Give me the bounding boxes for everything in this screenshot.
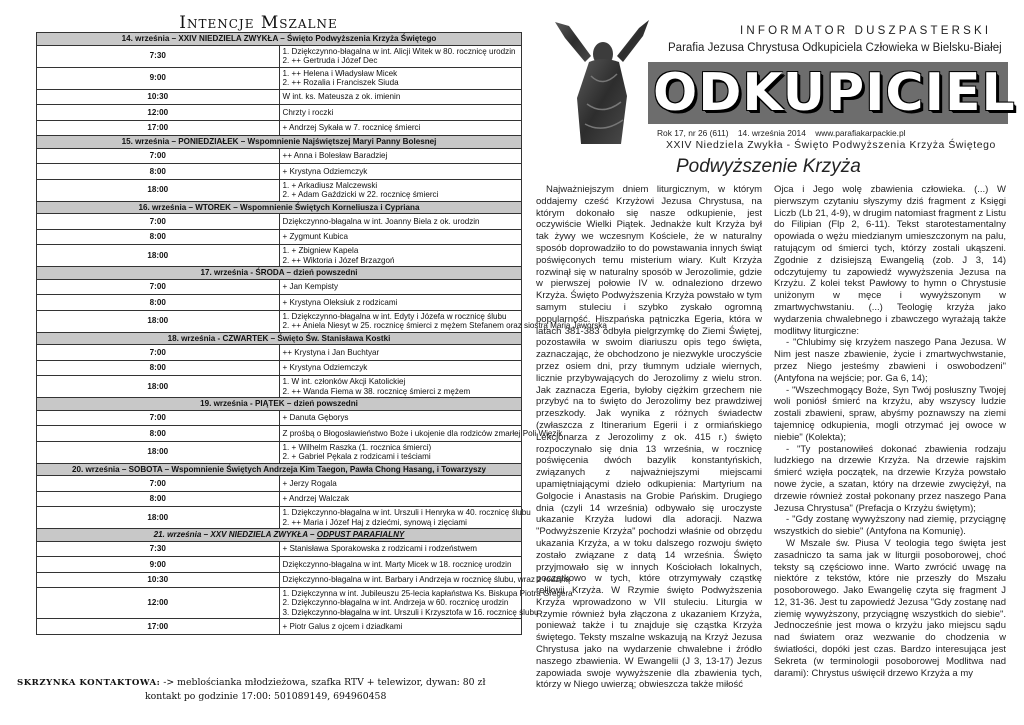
mass-intention bbox=[279, 89, 522, 105]
mass-row bbox=[37, 376, 522, 398]
issue-date: 14. września 2014 bbox=[737, 128, 806, 138]
intention-line: + Krystyna Odziemczyk bbox=[282, 166, 368, 176]
mass-time: 7:30 bbox=[37, 541, 280, 557]
mass-time: 18:00 bbox=[37, 376, 280, 398]
mass-intention bbox=[279, 229, 522, 245]
mass-intention bbox=[279, 45, 522, 67]
intention-line: + Krystyna Oleksiuk z rodzicami bbox=[282, 297, 398, 307]
mass-row bbox=[37, 120, 522, 136]
day-header bbox=[37, 463, 522, 476]
mass-time: 8:00 bbox=[37, 360, 280, 376]
intention-line: + Danuta Gęborys bbox=[282, 413, 349, 423]
mass-time: 12:00 bbox=[37, 105, 280, 121]
day-header-text: 21. września – XXV NIEDZIELA ZWYKŁA – bbox=[153, 530, 317, 540]
mass-row bbox=[37, 572, 522, 588]
mass-time: 7:00 bbox=[37, 476, 280, 492]
day-header bbox=[37, 529, 522, 542]
mass-intention bbox=[279, 572, 570, 588]
mass-time: 17:00 bbox=[37, 619, 280, 635]
intention-line: + Stanisława Sporakowska z rodzicami i rodzeństwem bbox=[282, 544, 478, 554]
intention-line: 2. ++ Maria i Józef Haj z dziećmi, synową i zięciami bbox=[282, 517, 467, 527]
contact-line-2: kontakt po godzinie 17:00: 501089149, 694960458 bbox=[145, 691, 387, 702]
mass-time: 7:00 bbox=[37, 410, 280, 426]
article-paragraph: Najważniejszym dniem liturgicznym, w którym oddajemy cześć Krzyżowi Jezusa Chrystusa, na którym dokonało się nasze odkupienie, jest oczywiście Wielki Piątek. Jednakże kult Krzyża był tak żywy we wczesnym Kościele, że w naturalny sposób doprowadziło to do powstawania innych świąt poświęconych temu misterium wiary. Kult Krzyża rozwinął się w naturalny sposób w Jerozolimie, gdzie w pierwszej połowie IV w. odnaleziono drzewo Krzyża. Święto Podwyższenia Krzyża powstało w tym samym stuleciu i szybko zyskało ogromną popularność. Hiszpańska pątniczka Egeria, która w latach 381-383 odbyła pielgrzymkę do Ziemi Świętej, pozostawiła w swoim diariuszu opis tego święta, zaznaczając, że obchodzono je niezwykle uroczyście przez osiem dni, przy tłumnym udziale wiernych, licznie przybywających do Jerozolimy z wielu stron. Jak zaznacza Egeria, byłoby ciężkim grzechem nie przybyć na to święto do Jerozolimy bez prawdziwej przeszkody. Jak wynika z różnych świadectw (zwłaszcza z Itinerarium Egerii i z ormiańskiego Lekcjonarza z Jerozolimy z ok. 415 r.) święto rozpoczynało się dnia 13 września, w rocznicę poświęcenia dwóch bazylik konstantyńskich, związanych z najważniejszymi miejscami upamiętniającymi dzieło odkupienia: Martyrium na Golgocie i Anastasis na Grobie Pańskim. Drugiego dnia (czyli 14 września) odbywało się uroczyste ukazanie Krzyża ludowi dla adoracji. Nazwa "Podwyższenie Krzyża" pochodzi właśnie od obrzędu ukazania Krzyża, a w toku dalszego rozwoju święto zostało związane z datą 14 września. Święto przyjmowało się w innych Kościołach lokalnych, początkowo w tych, które otrzymywały cząstkę relikwii Krzyża. W Rzymie święto Podwyższenia Krzyża wprowadzono w VII stuleciu. Liturgia w Rzymie również była złączona z ukazaniem Krzyża, ponieważ także i tu znajduje się cząstka Krzyża świętego. Teksty mszalne wskazują na Krzyż Jezusa Chrystusa jako na wydarzenie chwalebne i źródło naszego zbawienia. W Ewangelii (J 3, 13-17) Jezus zapowiada swoje wywyższenie dla zbawienia tych, którzy w Niego uwierzą; obwieszcza także miłość bbox=[536, 184, 762, 691]
mass-row bbox=[37, 279, 522, 295]
intention-line: 2. ++ Aniela Niesyt w 25. rocznicę śmierci z mężem Stefanem oraz siostrą Marią Jaworską bbox=[282, 321, 607, 330]
day-header-text: 15. września – PONIEDZIAŁEK – Wspomnienie Najświętszej Maryi Panny Bolesnej bbox=[121, 137, 437, 147]
article-title: Podwyższenie Krzyża bbox=[676, 156, 861, 177]
day-header-row bbox=[37, 201, 522, 214]
mass-row bbox=[37, 310, 522, 332]
mass-intention bbox=[279, 557, 522, 573]
intention-line: 2. ++ Wanda Fiema w 38. rocznicę śmierci z mężem bbox=[282, 386, 471, 396]
mass-row bbox=[37, 588, 522, 619]
mass-time: 9:00 bbox=[37, 557, 280, 573]
mass-row bbox=[37, 476, 522, 492]
intention-line: + Jerzy Rogala bbox=[282, 478, 337, 488]
article-paragraph: Ojca i Jego wolę zbawienia człowieka. (...) W pierwszym czytaniu słyszymy dziś fragment z Księgi Liczb (Lb 21, 4-9), w drugim natomiast fragment z Listu do Filipian (Flp 2, 6-11). Tekst starotestamentalny opowiada o wężu miedzianym umieszczonym na palu, ratującym od śmierci tych, którzy zostali ukąszeni. Zgodnie z dzisiejszą Ewangelią (zob. J 3, 14) odczytujemy tu zapowiedź wywyższenia Jezusa na Krzyżu. Z kolei tekst Pawłowy to hymn o Chrystusie uniżonym w męce i wywyższonym w zmartwychwstaniu. (...) Teologię krzyża jako wydarzenia chwalebnego i zbawczego wyrażają także modlitwy liturgiczne: bbox=[774, 184, 1006, 337]
intention-line: + Andrzej Walczak bbox=[282, 494, 350, 504]
contact-line-1: -> meblościanka młodzieżowa, szafka RTV + telewizor, dywan: 80 zł bbox=[160, 677, 486, 688]
mass-time: 7:00 bbox=[37, 148, 280, 164]
mass-intention bbox=[279, 148, 522, 164]
day-header bbox=[37, 267, 522, 280]
mass-time: 18:00 bbox=[37, 507, 280, 529]
mass-intentions-table bbox=[36, 32, 607, 635]
risen-christ-statue-image bbox=[547, 16, 657, 144]
mass-time: 18:00 bbox=[37, 310, 280, 332]
intention-line: + Zygmunt Kubica bbox=[282, 232, 348, 242]
intention-line: 3. Dziękczynno-błagalna w int. Urszuli i Krzysztofa w 16. rocznicę ślubu bbox=[282, 607, 539, 617]
intention-line: Z prośbą o Błogosławieństwo Boże i ukojenie dla rodziców zmarłej Poli Więzik bbox=[282, 428, 563, 438]
mass-row bbox=[37, 295, 522, 311]
mass-intention bbox=[279, 491, 522, 507]
intentions-title: Intencje Mszalne bbox=[179, 13, 338, 33]
day-header-text: 16. września – WTOREK – Wspomnienie Świętych Korneliusza i Cypriana bbox=[138, 202, 420, 212]
mass-time: 8:00 bbox=[37, 491, 280, 507]
mass-time: 10:30 bbox=[37, 572, 280, 588]
mass-intention bbox=[279, 541, 522, 557]
intention-line: 1. Dziękczynno-błagalna w int. Alicji Witek w 80. rocznicę urodzin bbox=[282, 46, 516, 56]
mass-row bbox=[37, 360, 522, 376]
mass-row bbox=[37, 105, 522, 121]
mass-intention bbox=[279, 164, 522, 180]
mass-intention bbox=[279, 105, 522, 121]
day-header-row bbox=[37, 332, 522, 345]
intention-line: + Andrzej Sykała w 7. rocznicę śmierci bbox=[282, 123, 421, 133]
liturgical-day: XXIV Niedziela Zwykła - Święto Podwyższenia Krzyża Świętego bbox=[666, 140, 996, 151]
mass-intention bbox=[279, 214, 522, 230]
day-header bbox=[37, 398, 522, 411]
article-quote: - "Gdy zostanę wywyższony nad ziemię, przyciągnę wszystkich do siebie" (Antyfona na Komunię). bbox=[774, 514, 1006, 538]
day-header-text: 19. września - PIĄTEK – dzień powszedni bbox=[200, 399, 358, 409]
mass-time: 17:00 bbox=[37, 120, 280, 136]
mass-time: 7:00 bbox=[37, 345, 280, 361]
mass-time: 8:00 bbox=[37, 229, 280, 245]
mass-intention bbox=[279, 120, 522, 136]
article-quote: - "Wszechmogący Boże, Syn Twój posłuszny Twojej woli poniósł śmierć na krzyżu, aby wszyscy ludzie zostali zbawieni, spraw, abyśmy poznawszy na ziemi tajemnicę odkupienia, mogli otrzymać jej owoce w niebie" (Kolekta); bbox=[774, 384, 1006, 443]
intention-line: 1. + Zbigniew Kapela bbox=[282, 246, 359, 256]
day-header-text: 20. września – SOBOTA – Wspomnienie Świętych Andrzeja Kim Taegon, Pawła Chong Hasang, i Towarzyszy bbox=[71, 464, 487, 474]
day-header-row bbox=[37, 33, 522, 46]
parish-name: Parafia Jezusa Chrystusa Odkupiciela Człowieka w Bielsku-Białej bbox=[668, 42, 1002, 54]
mass-time: 12:00 bbox=[37, 588, 280, 619]
mass-intention bbox=[279, 507, 531, 529]
mass-time: 18:00 bbox=[37, 245, 280, 267]
intention-line: 2. ++ Rozalia i Franciszek Siuda bbox=[282, 78, 399, 87]
mass-intention bbox=[279, 441, 522, 463]
intention-line: 1. + Arkadiusz Malczewski bbox=[282, 180, 378, 190]
day-header-row bbox=[37, 398, 522, 411]
mass-intention bbox=[279, 245, 522, 267]
mass-intention bbox=[279, 360, 522, 376]
intentions-panel bbox=[10, 13, 607, 635]
mass-time: 7:00 bbox=[37, 214, 280, 230]
day-header-text: 18. września - CZWARTEK – Święto Św. Stanisława Kostki bbox=[167, 333, 391, 343]
intention-line: 2. + Adam Gaździcki w 22. rocznicę śmierci bbox=[282, 190, 439, 199]
intention-line: Dziękczynno-błagalna w int. Marty Micek w 18. rocznicę urodzin bbox=[282, 559, 512, 569]
mass-row bbox=[37, 89, 522, 105]
mass-row bbox=[37, 214, 522, 230]
mass-time: 18:00 bbox=[37, 179, 280, 201]
mass-time: 8:00 bbox=[37, 295, 280, 311]
intention-line: ++ Anna i Bolesław Baradziej bbox=[282, 151, 388, 161]
mass-row bbox=[37, 491, 522, 507]
mass-row bbox=[37, 426, 522, 442]
mass-row bbox=[37, 245, 522, 267]
intention-line: Chrzty i roczki bbox=[282, 107, 334, 117]
day-header bbox=[37, 33, 522, 46]
issue-info bbox=[657, 128, 913, 138]
intention-line: 1. Dziękczynno-błagalna w int. Urszuli i Henryka w 40. rocznicę ślubu bbox=[282, 508, 531, 518]
article-column-1 bbox=[536, 184, 762, 691]
intention-line: 1. Dziękczynna w int. Jubileuszu 25-lecia kapłaństwa Ks. Biskupa Piotra Gregera bbox=[282, 588, 573, 598]
article-column-2 bbox=[774, 184, 1006, 679]
mass-intention bbox=[279, 426, 563, 442]
day-header-row bbox=[37, 136, 522, 149]
intention-line: W int. ks. Mateusza z ok. imienin bbox=[282, 92, 401, 102]
day-header-text: 17. września - ŚRODA – dzień powszedni bbox=[200, 268, 358, 278]
article-quote: - "Ty postanowiłeś dokonać zbawienia rodzaju ludzkiego na drzewie Krzyża. Na drzewie rajskim śmierć wzięła początek, na drzewie Krzyża powstało nowe życie, a szatan, który na drzewie zwyciężył, na drzewie również został pokonany przez naszego Pana Jezusa Chrystusa" (Prefacja o Krzyżu świętym); bbox=[774, 443, 1006, 514]
intention-line: Dziękczynno-błagalna w int. Barbary i Andrzeja w rocznicę ślubu, wraz z rodziną bbox=[282, 575, 570, 585]
mass-time: 7:00 bbox=[37, 279, 280, 295]
day-header-row bbox=[37, 267, 522, 280]
mass-intention bbox=[279, 619, 522, 635]
mass-intention bbox=[279, 588, 573, 619]
mass-row bbox=[37, 557, 522, 573]
article-paragraph: W Mszale św. Piusa V teologia tego święta jest zasadniczo ta sama jak w liturgii posoborowej, choć teksty są częściowo inne. Warto zwrócić uwagę na niektóre z tekstów, które nie przeszły do Mszału posoborowego. Jako Ewangelię czyta się fragment J 12, 31-36. Jest tu zapowiedź Jezusa "Gdy zostanę nad ziemię wywyższony, przyciągnę wszystkich do siebie". Jednocześnie jest mowa o krzyżu jako miejscu sądu nad światem oraz wezwanie do chodzenia w światłości, dopóki jest czas. Bardzo interesująca jest Sekreta (w terminologii posoborowej Modlitwa nad darami): Chrystus uświęcił drzewo Krzyża a my bbox=[774, 537, 1006, 679]
mass-time: 10:30 bbox=[37, 89, 280, 105]
mass-row bbox=[37, 507, 522, 529]
mass-row bbox=[37, 345, 522, 361]
mass-intention bbox=[279, 410, 522, 426]
mass-time: 8:00 bbox=[37, 164, 280, 180]
day-header-text: 14. września – XXIV NIEDZIELA ZWYKŁA – Święto Podwyższenia Krzyża Świętego bbox=[121, 34, 437, 44]
day-header bbox=[37, 201, 522, 214]
contact-label: SKRZYNKA KONTAKTOWA: bbox=[17, 678, 161, 688]
intention-line: + Krystyna Odziemczyk bbox=[282, 363, 368, 373]
mass-row bbox=[37, 45, 522, 67]
contact-box bbox=[17, 676, 485, 703]
mass-time: 18:00 bbox=[37, 441, 280, 463]
mass-row bbox=[37, 179, 522, 201]
intention-line: 1. Dziękczynno-błagalna w int. Edyty i Józefa w rocznicę ślubu bbox=[282, 311, 507, 321]
issue-number: Rok 17, nr 26 (611) bbox=[657, 128, 729, 138]
informator-label: INFORMATOR DUSZPASTERSKI bbox=[740, 25, 992, 37]
intention-line: ++ Krystyna i Jan Buchtyar bbox=[282, 347, 380, 357]
mass-time: 7:30 bbox=[37, 45, 280, 67]
mass-intention bbox=[279, 179, 522, 201]
intention-line: 2. + Gabriel Pękala z rodzicami i teściami bbox=[282, 452, 431, 461]
intention-line: 2. Dziękczynno-błagalna w int. Andrzeja w 60. rocznicę urodzin bbox=[282, 598, 509, 608]
intention-line: + Piotr Galus z ojcem i dziadkami bbox=[282, 621, 403, 631]
mass-row bbox=[37, 164, 522, 180]
article-quote: - "Chlubimy się krzyżem naszego Pana Jezusa. W Nim jest nasze zbawienie, życie i zmartwychwstanie, przez Niego jesteśmy zbawieni i oswobodzeni" (Antyfona na wejście; por. Ga 6, 14); bbox=[774, 337, 1006, 384]
day-header bbox=[37, 332, 522, 345]
intention-line: Dziękczynno-błagalna w int. Joanny Biela z ok. urodzin bbox=[282, 216, 480, 226]
intention-line: + Jan Kempisty bbox=[282, 282, 339, 292]
mass-time: 9:00 bbox=[37, 67, 280, 89]
mass-intention bbox=[279, 376, 522, 398]
mass-row bbox=[37, 441, 522, 463]
mass-intention bbox=[279, 476, 522, 492]
mass-row bbox=[37, 619, 522, 635]
mass-row bbox=[37, 148, 522, 164]
intention-line: 1. W int. członków Akcji Katolickiej bbox=[282, 377, 406, 387]
day-header-row bbox=[37, 529, 522, 542]
mass-intention bbox=[279, 310, 607, 332]
mass-intention bbox=[279, 279, 522, 295]
mass-time: 8:00 bbox=[37, 426, 280, 442]
day-header-row bbox=[37, 463, 522, 476]
mass-intention bbox=[279, 295, 522, 311]
mass-intention bbox=[279, 345, 522, 361]
intention-line: 1. + Wilhelm Raszka (1. rocznica śmierci) bbox=[282, 442, 432, 452]
mass-intention bbox=[279, 67, 522, 89]
mass-row bbox=[37, 410, 522, 426]
mass-row bbox=[37, 541, 522, 557]
website-link[interactable]: www.parafiakarpackie.pl bbox=[815, 128, 906, 138]
masthead-title: ODKUPICIEL bbox=[653, 63, 1016, 123]
intention-line: 2. ++ Gertruda i Józef Dec bbox=[282, 56, 378, 65]
day-header bbox=[37, 136, 522, 149]
mass-row bbox=[37, 67, 522, 89]
intention-line: 1. ++ Helena i Władysław Micek bbox=[282, 68, 398, 78]
mass-row bbox=[37, 229, 522, 245]
feast-label: ODPUST PARAFIALNY bbox=[316, 530, 405, 540]
intention-line: 2. ++ Wiktoria i Józef Brzazgoń bbox=[282, 255, 395, 265]
